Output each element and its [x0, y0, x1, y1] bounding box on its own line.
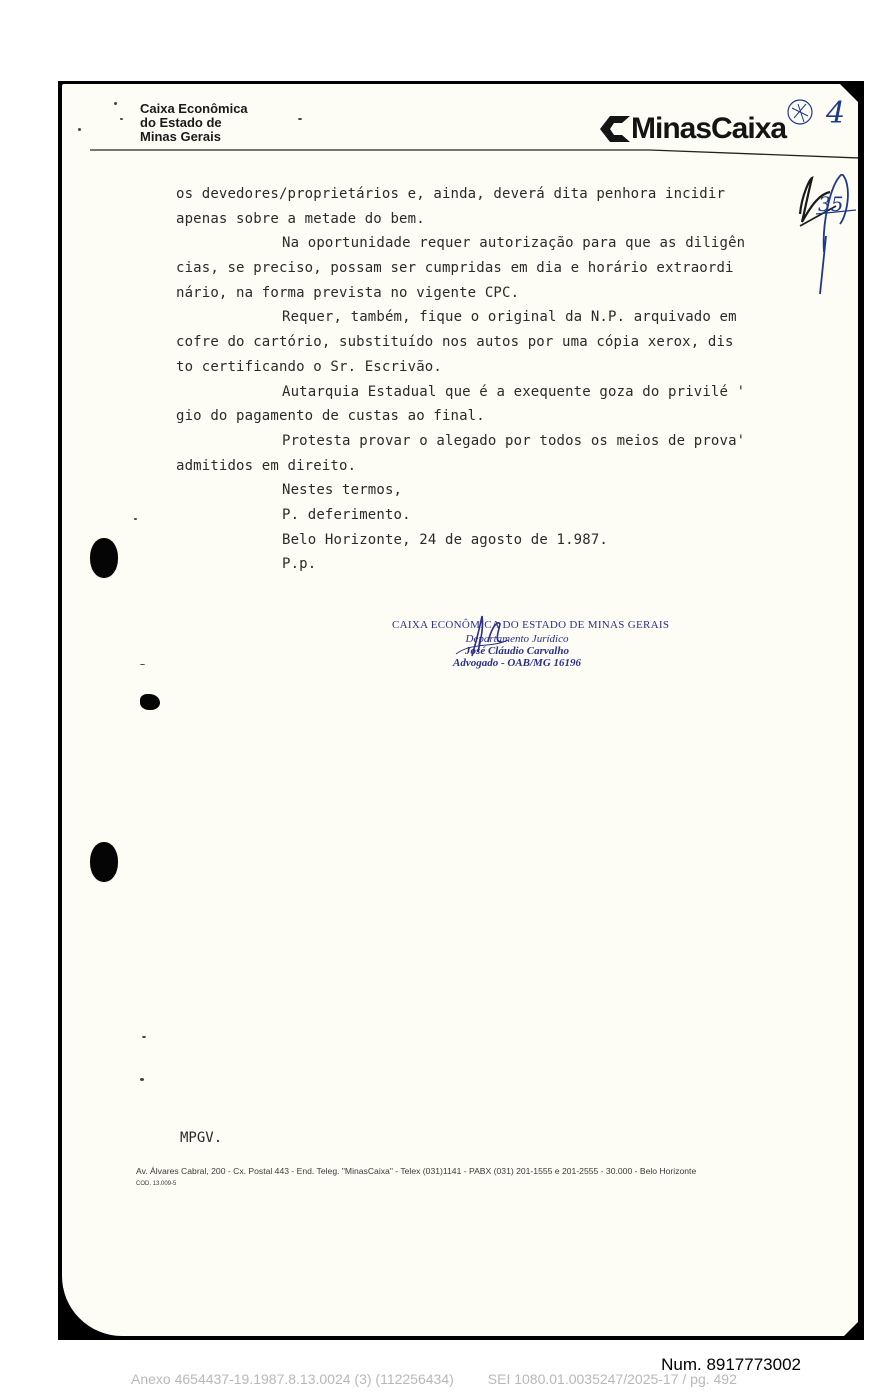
body-line: cias, se preciso, possam ser cumpridas em dia e horário extraordi	[176, 260, 734, 277]
body-line: nário, na forma prevista no vigente CPC.	[176, 284, 520, 301]
speck	[120, 118, 123, 120]
body-line: apenas sobre a metade do bem.	[176, 210, 425, 227]
body-line: cofre do cartório, substituído nos autos por uma cópia xerox, dis	[176, 334, 734, 351]
footer-address: Av. Álvares Cabral, 200 - Cx. Postal 443 - End. Teleg. "MinasCaixa" - Telex (031)1141 - PABX (031) 201-1555 e 201-2555 - 30.000 - Belo Horizonte	[136, 1166, 697, 1176]
body-line: P.p.	[282, 556, 317, 573]
speck	[140, 1078, 144, 1081]
stamp-lawyer-name: José Cláudio Carvalho	[465, 645, 569, 657]
body-line: to certificando o Sr. Escrivão.	[176, 358, 442, 375]
speck	[140, 664, 145, 665]
body-line: Belo Horizonte, 24 de agosto de 1.987.	[282, 531, 608, 548]
brand-underline	[90, 146, 858, 166]
scanned-page	[58, 81, 864, 1340]
bank-name	[140, 102, 248, 144]
scan-corner	[844, 1322, 858, 1336]
scan-corner	[840, 84, 858, 102]
speck	[78, 128, 81, 131]
body-line: Protesta provar o alegado por todos os meios de prova'	[282, 432, 746, 449]
brand-name: MinasCaixa	[631, 112, 787, 145]
body-line: os devedores/proprietários e, ainda, deverá dita penhora incidir	[176, 186, 726, 202]
bank-name-line: Minas Gerais	[140, 129, 221, 144]
handwritten-folio-number: 35	[818, 192, 844, 216]
speck	[134, 518, 137, 520]
punch-hole	[90, 538, 118, 578]
speck	[142, 1036, 146, 1038]
minascaixa-logo-icon	[600, 116, 630, 142]
speck	[114, 102, 117, 105]
punch-hole	[140, 694, 160, 710]
body-line: Requer, também, fique o original da N.P. arquivado em	[282, 309, 737, 326]
body-line: Na oportunidade requer autorização para que as diligên	[282, 235, 746, 252]
punch-hole	[90, 842, 118, 882]
body-line: Nestes termos,	[282, 482, 403, 499]
stamp-department: Departamento Jurídico	[465, 633, 569, 645]
body-line: Autarquia Estadual que é a exequente goza do privilé '	[282, 383, 746, 400]
stamp-oab-number: Advogado - OAB/MG 16196	[452, 657, 582, 669]
brand-logo	[600, 112, 786, 146]
stamp-institution: CAIXA ECONÔMICA DO ESTADO DE MINAS GERAIS	[392, 619, 670, 631]
sei-reference: SEI 1080.01.0035247/2025-17 / pg. 492	[487, 1371, 737, 1387]
handwritten-page-number: 4	[826, 96, 846, 131]
scan-corner	[58, 1318, 98, 1340]
paper-sheet	[62, 84, 858, 1336]
speck	[298, 118, 302, 120]
bank-name-line: Caixa Econômica	[140, 101, 248, 116]
petition-body	[176, 182, 796, 577]
typist-initials: MPGV.	[180, 1130, 223, 1146]
lawyer-stamp	[392, 619, 670, 669]
body-line: P. deferimento.	[282, 506, 411, 523]
bank-name-line: do Estado de	[140, 115, 222, 130]
annex-reference: Anexo 4654437-19.1987.8.13.0024 (3) (112256434)	[131, 1371, 454, 1387]
annex-watermark	[131, 1371, 737, 1387]
document-number: Num. 8917773002	[661, 1355, 801, 1374]
body-line: gio do pagamento de custas ao final.	[176, 408, 485, 425]
footer-code: COD. 13.009-5	[136, 1181, 177, 1187]
body-line: admitidos em direito.	[176, 457, 357, 474]
